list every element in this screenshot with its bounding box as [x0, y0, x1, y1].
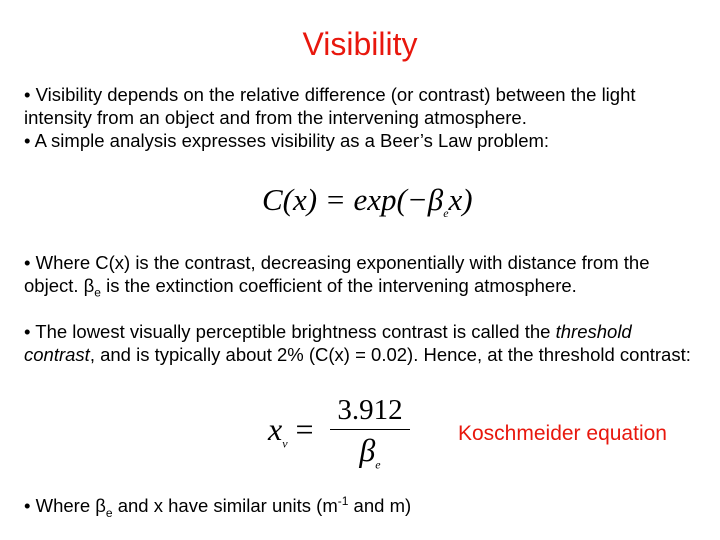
bullet-visibility-definition: • Visibility depends on the relative difference (or contrast) between the light intensity from an object and from the intervening atmosphere. — [24, 84, 636, 128]
equals-sign: = — [295, 411, 314, 447]
bullet-beers-law: • A simple analysis expresses visibility as a Beer’s Law problem: — [24, 130, 550, 151]
equation-lhs: C(x) = exp(−β — [262, 182, 444, 217]
denominator-beta: β — [359, 432, 376, 468]
koschmeider-equation — [268, 393, 418, 473]
threshold-contrast-term: threshold contrast — [24, 321, 632, 365]
equation-fraction — [330, 393, 410, 482]
contrast-text-a: • Where C(x) is the contrast, decreasing exponentially with distance from the object. β — [24, 252, 650, 296]
lhs-variable: x — [268, 411, 283, 447]
equation-lhs — [268, 411, 314, 451]
threshold-contrast-paragraph — [24, 320, 704, 366]
units-text-a: • Where β — [24, 495, 106, 517]
equation-denominator — [330, 432, 410, 482]
intro-paragraph — [24, 83, 704, 152]
threshold-text-b: , and is typically about 2% (C(x) = 0.02). Hence, at the threshold contrast: — [89, 344, 691, 365]
units-beta-subscript: e — [105, 505, 113, 520]
denominator-subscript: e — [375, 457, 381, 472]
equation-rhs: x) — [448, 182, 473, 217]
units-paragraph — [24, 490, 704, 525]
lhs-subscript: v — [282, 436, 288, 451]
beta-subscript: e — [94, 285, 101, 300]
slide-title: Visibility — [302, 26, 418, 62]
contrast-text-b: is the extinction coefficient of the intervening atmosphere. — [100, 275, 577, 296]
units-text-b: and x have similar units (m — [112, 495, 338, 517]
beers-law-equation — [262, 182, 473, 221]
contrast-definition-paragraph — [24, 251, 704, 305]
threshold-text-a: • The lowest visually perceptible brightness contrast is called the — [24, 321, 556, 342]
equation-beta-subscript: e — [443, 206, 449, 221]
units-superscript: -1 — [337, 494, 349, 508]
units-text-c: and m) — [348, 495, 412, 517]
fraction-bar — [330, 429, 410, 430]
equation-numerator: 3.912 — [337, 394, 403, 426]
koschmeider-equation-label: Koschmeider equation — [458, 422, 667, 445]
